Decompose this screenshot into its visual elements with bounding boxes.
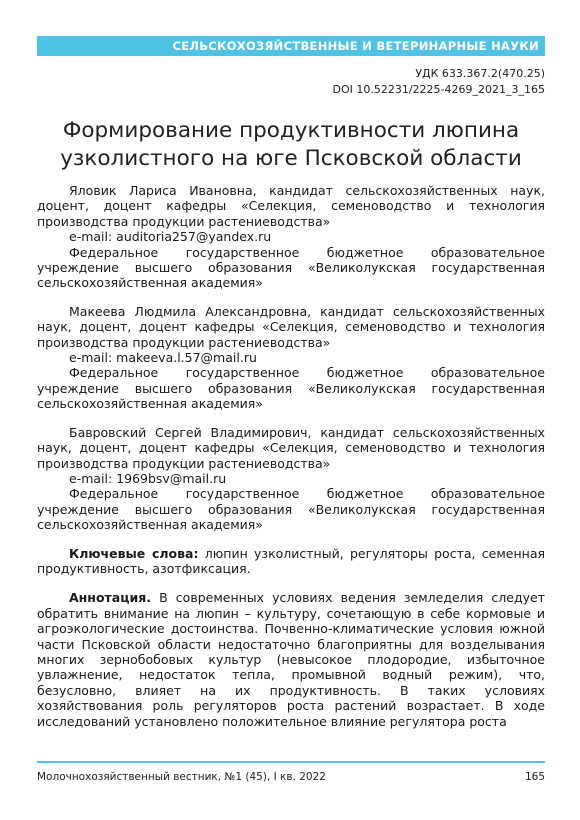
author-email: e-mail: 1969bsv@mail.ru [69, 470, 227, 486]
author-email: e-mail: auditoria257@yandex.ru [69, 229, 272, 245]
author-info: Яловик Лариса Ивановна, кандидат сельскохозяйственных наук, доцент, доцент кафедры «Селекция, семеноводство и технология производства продукции растениеводства» [37, 183, 545, 229]
page-footer [37, 771, 545, 783]
title-line-1: Формирование продуктивности люпина [62, 118, 520, 143]
article-body [37, 183, 545, 729]
author-block [37, 304, 545, 412]
author-affiliation: Федеральное государственное бюджетное образовательное учреждение высшего образования «Великолукская государственная сельскохозяйственная академия» [37, 244, 545, 291]
title-line-2: узколистного на юге Псковской области [60, 146, 522, 171]
keywords [37, 546, 545, 577]
author-info: Бавровский Сергей Владимирович, кандидат сельскохозяйственных наук, доцент, доцент кафедры «Селекция, семеноводство и технология производства продукции растениеводства» [37, 424, 545, 471]
page-number: 165 [524, 771, 545, 783]
abstract-label: Аннотация. [69, 590, 152, 606]
article-title [37, 117, 545, 173]
footer-divider [37, 761, 545, 763]
abstract [37, 590, 545, 729]
udk-code: УДК 633.367.2(470.25) [415, 67, 545, 80]
doi-code: DOI 10.52231/2225-4269_2021_3_165 [332, 83, 545, 96]
section-header [37, 36, 545, 56]
author-block [37, 425, 545, 533]
author-affiliation: Федеральное государственное бюджетное образовательное учреждение высшего образования «Великолукская государственная сельскохозяйственная академия» [37, 365, 545, 412]
author-email: e-mail: makeeva.l.57@mail.ru [69, 350, 257, 366]
keywords-text: люпин узколистный, регуляторы роста, семенная продуктивность, азотфиксация. [37, 545, 545, 576]
section-title: СЕЛЬСКОХОЗЯЙСТВЕННЫЕ И ВЕТЕРИНАРНЫЕ НАУКИ [172, 39, 539, 53]
author-block [37, 183, 545, 291]
abstract-text: В современных условиях ведения земледелия следует обратить внимание на люпин – культуру, сочетающую в себе кормовые и агроэкологические достоинства. Почвенно-климатические условия южной части Псковской области недостаточно благоприятны для возделывания многих зернобобовых культур (невысокое плодородие, избыточное увлажнение, недостаток тепла, промывной водный режим), что, безусловно, влияет на их продуктивность. В таких условиях хозяйствования роль регуляторов роста растений возрастает. В ходе исследований установлено положительное влияние регулятора роста [37, 590, 545, 729]
author-affiliation: Федеральное государственное бюджетное образовательное учреждение высшего образования «Великолукская государственная сельскохозяйственная академия» [37, 486, 545, 533]
journal-name: Молочнохозяйственный вестник, №1 (45), I кв. 2022 [37, 771, 326, 783]
keywords-label: Ключевые слова: [69, 545, 199, 561]
author-info: Макеева Людмила Александровна, кандидат сельскохозяйственных наук, доцент, доцент кафедры «Селекция, семеноводство и технология производства продукции растениеводства» [37, 303, 545, 350]
article-codes [332, 66, 545, 98]
